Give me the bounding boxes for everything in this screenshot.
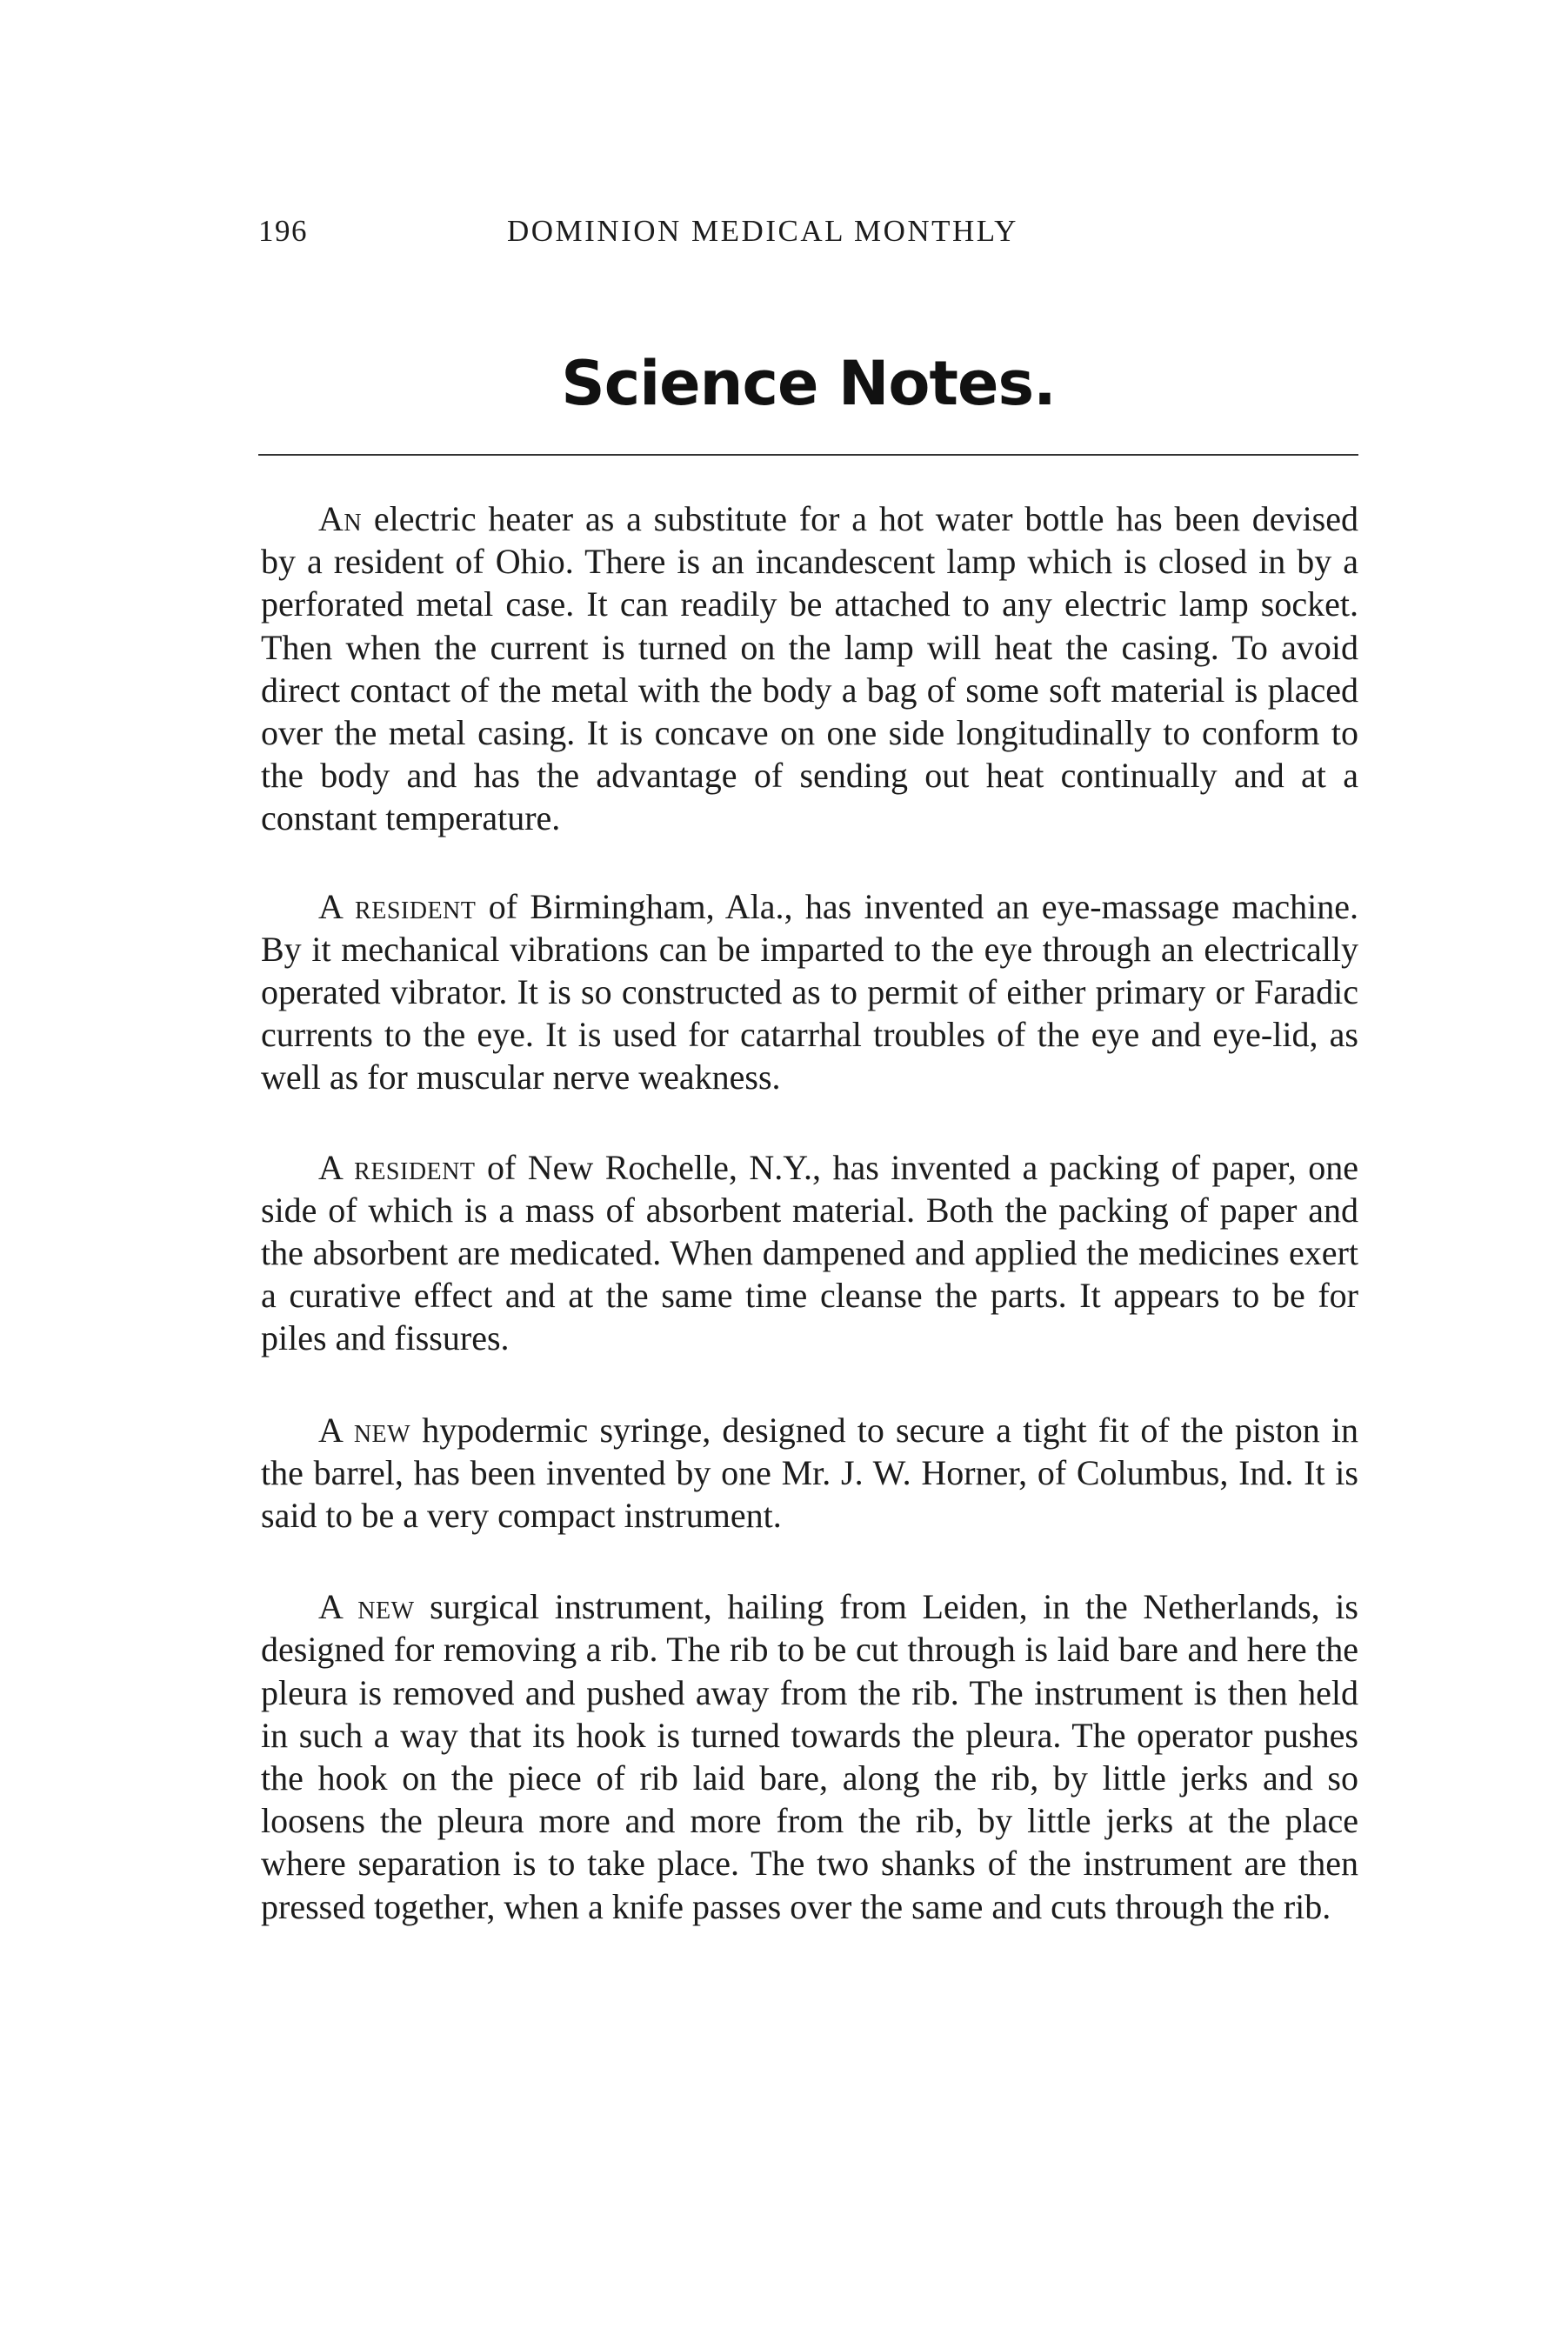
note-paragraph [261,1146,1358,1360]
note-paragraph [261,1409,1358,1538]
note-paragraph [261,497,1358,840]
page-number: 196 [258,214,308,248]
section-title: Science Notes. [561,348,1056,419]
note-text: hypodermic syringe, designed to secure a tight fit of the piston in the barrel, has been invented by one Mr. J. W. Horner, of Columbus, Ind. It is said to be a very compact instrument. [261,1410,1358,1536]
note-text: surgical instrument, hailing from Leiden, in the Netherlands, is designed for removing a rib. The rib to be cut through is laid bare and here the pleura is removed and pushed away from the rib. The instrument is then held in such a way that its hook is turned towards the pleura. The operator pushes the hook on the piece of rib laid bare, along the rib, by little jerks and so loosens the pleura more and more from the rib, by little jerks at the place where separation is to take place. The two shanks of the instrument are then pressed together, when a knife passes over the same and cuts through the rib. [261,1587,1358,1926]
note-lead: An [318,499,363,538]
note-lead: A new [318,1410,411,1450]
note-text: of Birmingham, Ala., has invented an eye-massage machine. By it mechanical vibrations can be imparted to the eye through an electrically operated vibrator. It is so constructed as to permit of either primary or Faradic currents to the eye. It is used for catarrhal troubles of the eye and eye-lid, as well as for muscular nerve weakness. [261,886,1358,1097]
journal-title: DOMINION MEDICAL MONTHLY [507,214,1018,248]
note-lead: A new [318,1587,415,1627]
title-rule [258,454,1358,456]
note-lead: A resident [318,1147,476,1187]
note-paragraph [261,1585,1358,1928]
article-body [261,497,1358,1973]
note-lead: A resident [318,886,477,926]
note-text: electric heater as a substitute for a hot water bottle has been devised by a resident of Ohio. There is an incandescent lamp which is closed in by a perforated metal case. It can readily be attached to any electric lamp socket. Then when the current is turned on the lamp will heat the casing. To avoid direct contact of the metal with the body a bag of some soft material is placed over the metal casing. It is concave on one side longitudinally to conform to the body and has the advantage of sending out heat continually and at a constant temperature. [261,499,1358,838]
note-paragraph [261,885,1358,1099]
note-text: of New Rochelle, N.Y., has invented a packing of paper, one side of which is a mass of absorbent material. Both the packing of paper and the absorbent are medicated. When dampened and applied the medicines exert a curative effect and at the same time cleanse the parts. It appears to be for piles and fissures. [261,1147,1358,1358]
running-head [258,214,1358,257]
